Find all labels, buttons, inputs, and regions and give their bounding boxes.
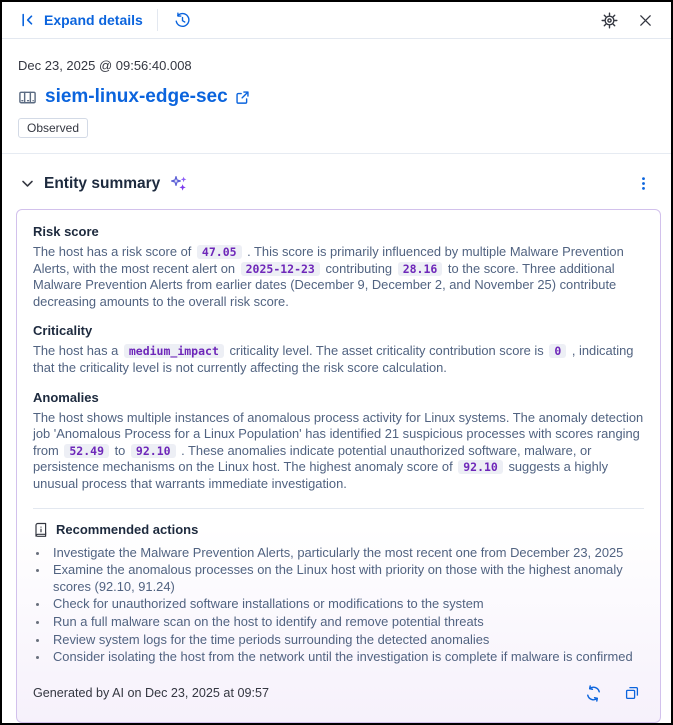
recommended-action-item: • Investigate the Malware Prevention Alerts, particularly the most recent one from December 23, 2025 (49, 545, 644, 562)
expand-details-button[interactable] (14, 8, 149, 32)
recommended-action-item: • Examine the anomalous processes on the Linux host with priority on those with the highest anomaly scores (92.10, 91.24) (49, 562, 644, 595)
value-chip: 28.16 (398, 262, 443, 276)
generated-by-text: Generated by AI on Dec 23, 2025 at 09:57 (33, 686, 269, 701)
storage-icon (18, 88, 37, 107)
entity-summary-header (2, 172, 671, 195)
regenerate-icon (585, 685, 602, 702)
gear-icon (601, 12, 618, 29)
section-heading: Anomalies (33, 389, 99, 405)
book-info-icon (33, 522, 49, 538)
sparkles-icon (169, 174, 189, 194)
entity-header (2, 58, 671, 138)
event-timestamp: Dec 23, 2025 @ 09:56:40.008 (18, 58, 192, 73)
recommended-action-item: • Check for unauthorized software installations or modifications to the system (49, 596, 644, 613)
value-chip: medium_impact (124, 344, 224, 358)
ai-summary-panel (16, 209, 661, 723)
history-button[interactable] (170, 8, 195, 33)
expand-details-label: Expand details (44, 12, 143, 28)
value-chip: 92.10 (458, 460, 503, 474)
close-button[interactable] (634, 9, 657, 32)
section-divider (2, 153, 671, 154)
section-paragraph: The host shows multiple instances of anomalous process activity for Linux systems. The anomaly detection job 'Anomalous Process for a Linux Population' has identified 21 suspicious processes with scores ranging from 52.49 to 92.10 . These anomalies indicate potential unauthorized software, malware, or persistence mechanisms on the Linux host. The highest anomaly score of 92.10 suggests a highly unusual process that warrants immediate investigation. (33, 409, 644, 491)
section-heading: Risk score (33, 224, 99, 239)
entity-summary-toggle[interactable] (20, 174, 189, 194)
entity-summary-title: Entity summary (44, 174, 161, 192)
external-link-icon (235, 90, 250, 105)
host-name-link[interactable] (45, 86, 250, 108)
history-icon (174, 12, 191, 29)
recommended-divider (33, 508, 644, 509)
host-name: siem-linux-edge-sec (45, 86, 228, 107)
recommended-actions-list (33, 545, 644, 666)
value-chip: 2025-12-23 (241, 262, 320, 276)
value-chip: 0 (549, 344, 566, 358)
kebab-menu-icon (636, 176, 651, 191)
observed-badge: Observed (18, 118, 88, 138)
copy-icon (624, 685, 640, 701)
value-chip: 52.49 (64, 444, 109, 458)
section-paragraph: The host has a medium_impact criticality level. The asset criticality contribution score is 0 , indicating that the criticality level is not currently affecting the risk score calculation. (33, 343, 634, 375)
chevron-down-icon (20, 176, 35, 191)
settings-button[interactable] (597, 8, 622, 33)
section-heading: Criticality (33, 323, 93, 339)
regenerate-button[interactable] (581, 681, 606, 706)
section-paragraph: The host has a risk score of 47.05 . This score is primarily influenced by multiple Malware Prevention Alerts, with the most recent alert on 2025-12-23 contributing 28.16 to the score. Three additional Malware Prevention Alerts from earlier dates (December 9, December 2, and November 25) contribute decreasing amounts to the overall risk score. (33, 244, 624, 309)
summary-options-button[interactable] (632, 172, 655, 195)
header-divider (157, 9, 158, 31)
recommended-action-item: • Run a full malware scan on the host to identify and remove potential threats (49, 614, 644, 631)
value-chip: 92.10 (131, 444, 176, 458)
copy-button[interactable] (620, 681, 644, 705)
value-chip: 47.05 (197, 245, 242, 259)
collapse-left-icon (20, 12, 36, 28)
close-icon (638, 13, 653, 28)
summary-sections (33, 224, 644, 493)
recommended-action-item: • Consider isolating the host from the network until the investigation is complete if malware is confirmed (49, 649, 644, 666)
recommended-actions-title: Recommended actions (56, 522, 199, 538)
recommended-action-item: • Review system logs for the time periods surrounding the detected anomalies (49, 632, 644, 649)
flyout-header (2, 2, 671, 39)
